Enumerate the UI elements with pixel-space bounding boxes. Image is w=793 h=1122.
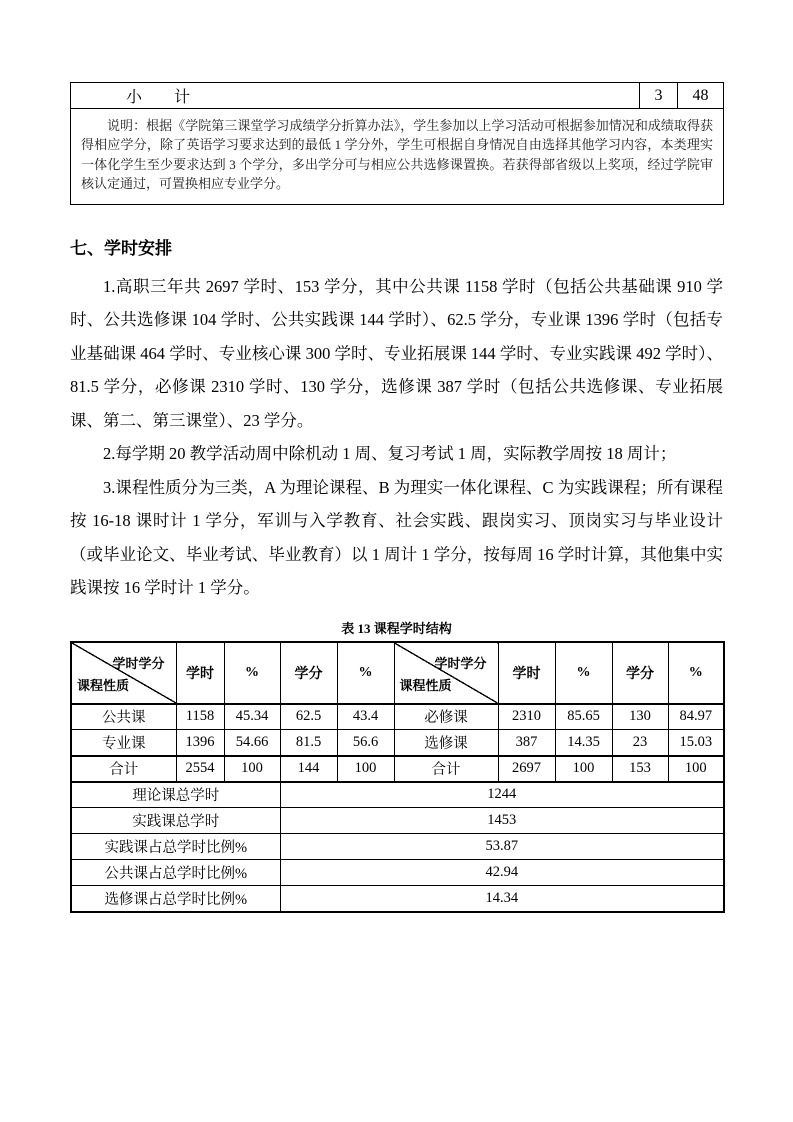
table-row-public-required [71,704,724,730]
row-label: 必修课 [394,704,498,730]
summary-label: 理论课总学时 [71,782,280,808]
cell-value: 14.35 [555,730,612,756]
summary-label: 实践课占总学时比例% [71,834,280,860]
summary-label: 实践课总学时 [71,808,280,834]
cell-value: 45.34 [224,704,280,730]
summary-row-elective-ratio [71,886,724,912]
table13-header-row [71,642,724,704]
section-heading: 七、学时安排 [70,238,172,258]
table13-title: 表 13 课程学时结构 [341,620,452,636]
cell-value: 81.5 [280,730,337,756]
cell-value: 2310 [498,704,555,730]
cell-value: 100 [668,756,724,782]
col-header-credits-left: 学分 [280,642,337,704]
diagonal-header-top-label: 学时学分 [112,655,165,671]
summary-row-theory-hours [71,782,724,808]
row-label: 专业课 [71,730,176,756]
summary-value: 42.94 [280,860,724,886]
summary-value: 1453 [280,808,724,834]
col-header-hours-right: 学时 [498,642,555,704]
cell-value: 15.03 [668,730,724,756]
third-classroom-subtotal-table [70,82,724,205]
diagonal-header-cell-right [394,642,498,704]
col-header-hours-pct-right: % [555,642,612,704]
subtotal-label: 小 计 [71,83,640,109]
col-header-credits-pct-left: % [337,642,394,704]
cell-value: 84.97 [668,704,724,730]
cell-value: 85.65 [555,704,612,730]
row-label: 合计 [71,756,176,782]
col-header-hours-left: 学时 [176,642,224,704]
cell-value: 43.4 [337,704,394,730]
cell-value: 1158 [176,704,224,730]
row-label: 选修课 [394,730,498,756]
cell-value: 62.5 [280,704,337,730]
note-row [71,109,724,205]
course-hours-structure-table [70,641,725,913]
summary-row-public-ratio [71,860,724,886]
cell-value: 2697 [498,756,555,782]
diagonal-header-cell-left [71,642,176,704]
cell-value: 100 [224,756,280,782]
table-row-major-elective [71,730,724,756]
col-header-credits-right: 学分 [612,642,668,704]
subtotal-row [71,83,724,109]
cell-value: 54.66 [224,730,280,756]
cell-value: 387 [498,730,555,756]
subtotal-value-credits: 3 [640,83,678,109]
summary-row-practice-hours [71,808,724,834]
cell-value: 100 [555,756,612,782]
summary-value: 1244 [280,782,724,808]
cell-value: 153 [612,756,668,782]
row-label: 合计 [394,756,498,782]
summary-row-practice-ratio [71,834,724,860]
note-text: 说明：根据《学院第三课堂学习成绩学分折算办法》，学生参加以上学习活动可根据参加情况和成绩取得获得相应学分，除了英语学习要求达到的最低 1 学分外，学生可根据自身情况自由选择其他学习内容，本类理实一体化学生至少要求达到 3 个学分，多出学分可与相应公共选修课置换。若获得部省级以上奖项，经过学院审核认定通过，可置换相应专业学分。 [71,109,724,205]
paragraph-teaching-weeks: 2.每学期 20 教学活动周中除机动 1 周、复习考试 1 周，实际教学周按 18 周计； [103,444,677,464]
cell-value: 56.6 [337,730,394,756]
summary-value: 14.34 [280,886,724,912]
cell-value: 100 [337,756,394,782]
cell-value: 2554 [176,756,224,782]
cell-value: 1396 [176,730,224,756]
diagonal-header-top-label: 学时学分 [434,655,487,671]
table-row-totals [71,756,724,782]
cell-value: 23 [612,730,668,756]
col-header-credits-pct-right: % [668,642,724,704]
paragraph-hours-overview: 1.高职三年共 2697 学时、153 学分，其中公共课 1158 学时（包括公共基础课 910 学时、公共选修课 104 学时、公共实践课 144 学时）、62.5 学分，专业课 1396 学时（包括专业基础课 464 学时、专业核心课 300 学时、专业拓展课 144 学时、专业实践课 492 学时）、81.5 学分，必修课 2310 学时、130 学分，选修课 387 学时（包括公共选修课、专业拓展课、第二、第三课堂）、23 学分。 [70,276,723,430]
col-header-hours-pct-left: % [224,642,280,704]
diagonal-header-bottom-label: 课程性质 [77,677,130,693]
row-label: 公共课 [71,704,176,730]
summary-label: 选修课占总学时比例% [71,886,280,912]
cell-value: 144 [280,756,337,782]
paragraph-course-types: 3.课程性质分为三类，A 为理论课程、B 为理实一体化课程、C 为实践课程；所有课程按 16-18 课时计 1 学分，军训与入学教育、社会实践、跟岗实习、顶岗实习与毕业设计（或毕业论文、毕业考试、毕业教育）以 1 周计 1 学分，按每周 16 学时计算，其他集中实践课按 16 学时计 1 学分。 [70,477,723,598]
cell-value: 130 [612,704,668,730]
summary-label: 公共课占总学时比例% [71,860,280,886]
diagonal-header-bottom-label: 课程性质 [399,677,452,693]
summary-value: 53.87 [280,834,724,860]
subtotal-value-hours: 48 [678,83,724,109]
